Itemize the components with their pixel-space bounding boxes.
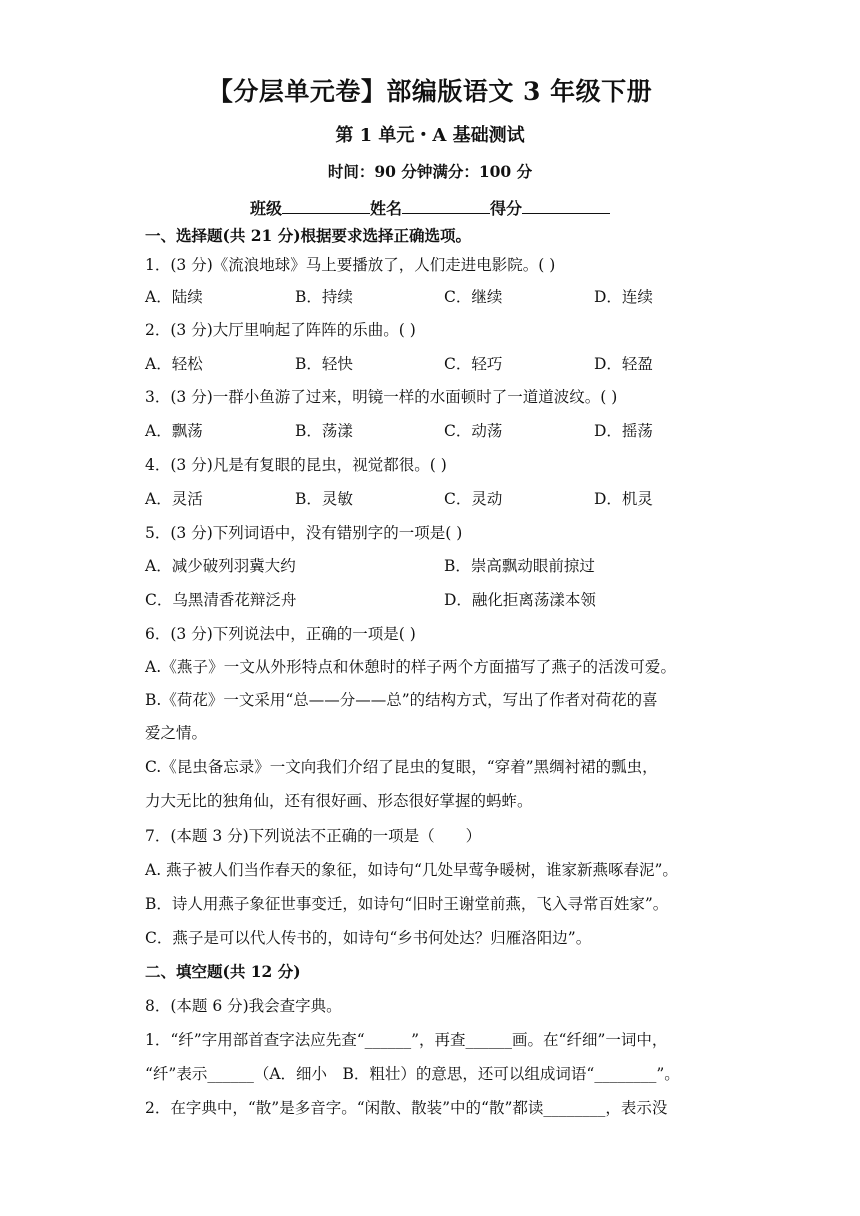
q8-line-1: 1．“纤”字用部首查字法应先查“______”，再查______画。在“纤细”一词中，: [145, 1031, 668, 1049]
q1-option-c[interactable]: C．继续: [444, 288, 503, 306]
q2-option-d[interactable]: D．轻盈: [594, 355, 653, 373]
q2-option-c[interactable]: C．轻巧: [444, 355, 503, 373]
q2-option-b[interactable]: B．轻快: [295, 355, 353, 373]
q2-option-a[interactable]: A．轻松: [145, 355, 203, 373]
q4-option-d[interactable]: D．机灵: [594, 490, 653, 508]
class-blank[interactable]: [282, 197, 370, 214]
q4-option-c[interactable]: C．灵动: [444, 490, 503, 508]
q8-line-3: 2．在字典中，“散”是多音字。“闲散、散装”中的“散”都读________，表示没: [145, 1099, 668, 1117]
question-7: 7．(本题 3 分)下列说法不正确的一项是（ ）: [145, 827, 482, 845]
q6-option-a[interactable]: A.《燕子》一文从外形特点和休憩时的样子两个方面描写了燕子的活泼可爱。: [145, 658, 677, 676]
q6-option-b[interactable]: B.《荷花》一文采用“总——分——总”的结构方式，写出了作者对荷花的喜: [145, 691, 658, 709]
q6-option-c-cont: 力大无比的独角仙，还有很好画、形态很好掌握的蚂蚱。: [145, 792, 533, 810]
q5-option-b[interactable]: B．崇高飘动眼前掠过: [444, 557, 595, 575]
page-subtitle: 第 1 单元・A 基础测试: [335, 125, 525, 146]
q6-option-c[interactable]: C.《昆虫备忘录》一文向我们介绍了昆虫的复眼，“穿着”黑绸衬裙的瓢虫，: [145, 758, 658, 776]
class-label: 班级: [249, 199, 282, 218]
q5-option-c[interactable]: C．乌黑清香花辩泛舟: [145, 591, 297, 609]
question-1: 1．(3 分)《流浪地球》马上要播放了，人们走进电影院。( ): [145, 256, 556, 274]
score-blank[interactable]: [522, 197, 610, 214]
question-2: 2．(3 分)大厅里响起了阵阵的乐曲。( ): [145, 321, 416, 339]
q8-line-2: “纤”表示______（A．细小 B．粗壮）的意思，还可以组成词语“________”。: [145, 1065, 680, 1083]
exam-time-score: 时间：90 分钟满分：100 分: [327, 162, 533, 181]
question-3: 3．(3 分)一群小鱼游了过来，明镜一样的水面顿时了一道道波纹。( ): [145, 388, 618, 406]
section-1-heading: 一、选择题(共 21 分)根据要求选择正确选项。: [145, 226, 472, 245]
q6-option-b-cont: 爱之情。: [145, 724, 208, 742]
student-info-line: [0, 196, 860, 219]
q4-option-b[interactable]: B．灵敏: [295, 490, 353, 508]
name-label: 姓名: [369, 199, 402, 218]
question-4: 4．(3 分)凡是有复眼的昆虫，视觉都很。( ): [145, 456, 447, 474]
section-2-heading: 二、填空题(共 12 分): [145, 962, 301, 981]
q3-option-a[interactable]: A．飘荡: [145, 422, 203, 440]
question-6: 6．(3 分)下列说法中，正确的一项是( ): [145, 625, 416, 643]
q7-option-a[interactable]: A. 燕子被人们当作春天的象征，如诗句“几处早莺争暖树，谁家新燕啄春泥”。: [145, 861, 678, 879]
name-blank[interactable]: [402, 197, 490, 214]
question-8: 8．(本题 6 分)我会查字典。: [145, 997, 342, 1015]
q7-option-b[interactable]: B．诗人用燕子象征世事变迁，如诗句“旧时王谢堂前燕，飞入寻常百姓家”。: [145, 895, 669, 913]
q4-option-a[interactable]: A．灵活: [145, 490, 203, 508]
q5-option-a[interactable]: A．减少破列羽冀大约: [145, 557, 296, 575]
q5-option-d[interactable]: D．融化拒离荡漾本领: [444, 591, 596, 609]
q3-option-b[interactable]: B．荡漾: [295, 422, 353, 440]
q1-option-d[interactable]: D．连续: [594, 288, 653, 306]
q7-option-c[interactable]: C．燕子是可以代人传书的，如诗句“乡书何处达？归雁洛阳边”。: [145, 929, 592, 947]
q1-option-b[interactable]: B．持续: [295, 288, 353, 306]
score-label: 得分: [490, 199, 523, 218]
q3-option-c[interactable]: C．动荡: [444, 422, 503, 440]
page-title: 【分层单元卷】部编版语文 3 年级下册: [207, 77, 653, 106]
question-5: 5．(3 分)下列词语中，没有错别字的一项是( ): [145, 524, 463, 542]
q1-option-a[interactable]: A．陆续: [145, 288, 203, 306]
q3-option-d[interactable]: D．摇荡: [594, 422, 653, 440]
